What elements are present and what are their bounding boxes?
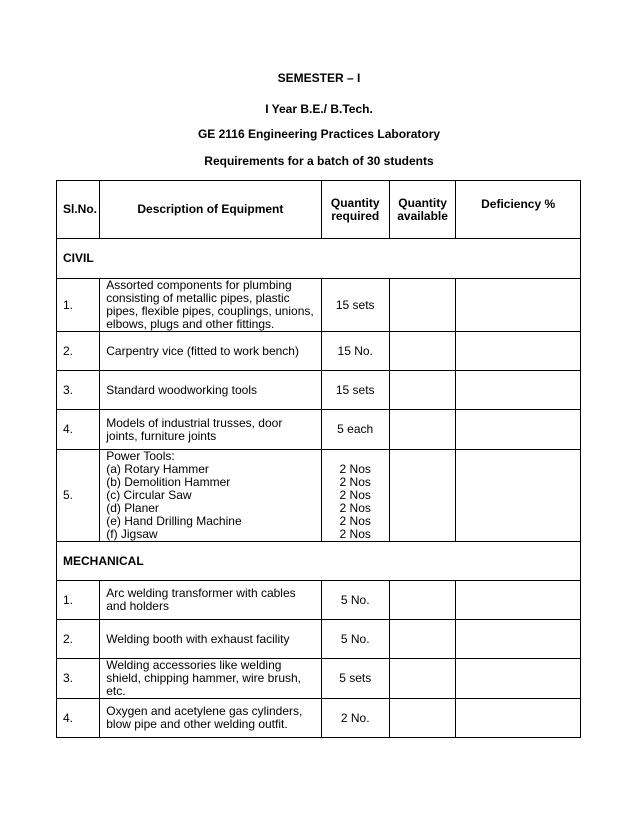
semester-heading: SEMESTER – I bbox=[277, 71, 361, 85]
row-description: Assorted components for plumbing consisting of metallic pipes, plastic pipes, flexible pipes, couplings, unions, elbows, plugs and other fittings. bbox=[100, 279, 321, 332]
row-description: Standard woodworking tools bbox=[100, 371, 321, 410]
row-qty-required: 2 No. bbox=[321, 699, 389, 738]
row-description: Power Tools: (a) Rotary Hammer (b) Demolition Hammer (c) Circular Saw (d) Planer (e) Hand Drilling Machine (f) Jigsaw bbox=[100, 450, 321, 542]
row-qty-available bbox=[389, 371, 455, 410]
table-row bbox=[57, 450, 581, 542]
row-deficiency bbox=[456, 581, 581, 620]
table-row bbox=[57, 371, 581, 410]
section-row-mechanical bbox=[57, 542, 581, 581]
row-qty-available bbox=[389, 659, 455, 699]
row-number: 4. bbox=[57, 699, 100, 738]
row-deficiency bbox=[456, 699, 581, 738]
row-qty-required: 15 sets bbox=[321, 371, 389, 410]
table-row bbox=[57, 699, 581, 738]
row-qty-available bbox=[389, 279, 455, 332]
row-qty-required: 5 No. bbox=[321, 581, 389, 620]
row-number: 3. bbox=[57, 371, 100, 410]
row-qty-required: 5 each bbox=[321, 410, 389, 450]
row-qty-available bbox=[389, 450, 455, 542]
row-number: 2. bbox=[57, 332, 100, 371]
section-title: MECHANICAL bbox=[57, 542, 581, 581]
row-deficiency bbox=[456, 620, 581, 659]
section-row-civil bbox=[57, 239, 581, 279]
row-qty-available bbox=[389, 620, 455, 659]
row-description: Welding booth with exhaust facility bbox=[100, 620, 321, 659]
table-row bbox=[57, 410, 581, 450]
row-description: Welding accessories like welding shield, chipping hammer, wire brush, etc. bbox=[100, 659, 321, 699]
table-row bbox=[57, 279, 581, 332]
row-qty-required: 5 sets bbox=[321, 659, 389, 699]
header-slno: Sl.No. bbox=[57, 181, 100, 239]
table-row bbox=[57, 332, 581, 371]
row-number: 2. bbox=[57, 620, 100, 659]
table-row bbox=[57, 659, 581, 699]
row-deficiency bbox=[456, 659, 581, 699]
table-row bbox=[57, 620, 581, 659]
year-heading: I Year B.E./ B.Tech. bbox=[265, 102, 373, 116]
row-qty-required: 5 No. bbox=[321, 620, 389, 659]
course-heading: GE 2116 Engineering Practices Laboratory bbox=[197, 127, 441, 141]
table-row bbox=[57, 581, 581, 620]
row-deficiency bbox=[456, 371, 581, 410]
row-qty-required: 2 Nos 2 Nos 2 Nos 2 Nos 2 Nos 2 Nos bbox=[321, 450, 389, 542]
header-qty-required: Quantity required bbox=[321, 181, 389, 239]
row-number: 3. bbox=[57, 659, 100, 699]
row-qty-available bbox=[389, 581, 455, 620]
row-number: 5. bbox=[57, 450, 100, 542]
row-deficiency bbox=[456, 450, 581, 542]
row-number: 1. bbox=[57, 581, 100, 620]
row-qty-required: 15 No. bbox=[321, 332, 389, 371]
header-qty-available: Quantity available bbox=[389, 181, 455, 239]
row-deficiency bbox=[456, 332, 581, 371]
row-description: Models of industrial trusses, door joints, furniture joints bbox=[100, 410, 321, 450]
section-title: CIVIL bbox=[57, 239, 581, 279]
row-qty-available bbox=[389, 410, 455, 450]
row-description: Oxygen and acetylene gas cylinders, blow pipe and other welding outfit. bbox=[100, 699, 321, 738]
row-number: 4. bbox=[57, 410, 100, 450]
table-header-row bbox=[57, 181, 581, 239]
row-description: Carpentry vice (fitted to work bench) bbox=[100, 332, 321, 371]
row-number: 1. bbox=[57, 279, 100, 332]
row-deficiency bbox=[456, 410, 581, 450]
equipment-table bbox=[56, 180, 581, 738]
requirements-heading: Requirements for a batch of 30 students bbox=[204, 154, 434, 168]
header-deficiency: Deficiency % bbox=[456, 181, 581, 239]
row-deficiency bbox=[456, 279, 581, 332]
row-qty-available bbox=[389, 699, 455, 738]
row-qty-required: 15 sets bbox=[321, 279, 389, 332]
header-description: Description of Equipment bbox=[100, 181, 321, 239]
row-description: Arc welding transformer with cables and holders bbox=[100, 581, 321, 620]
row-qty-available bbox=[389, 332, 455, 371]
